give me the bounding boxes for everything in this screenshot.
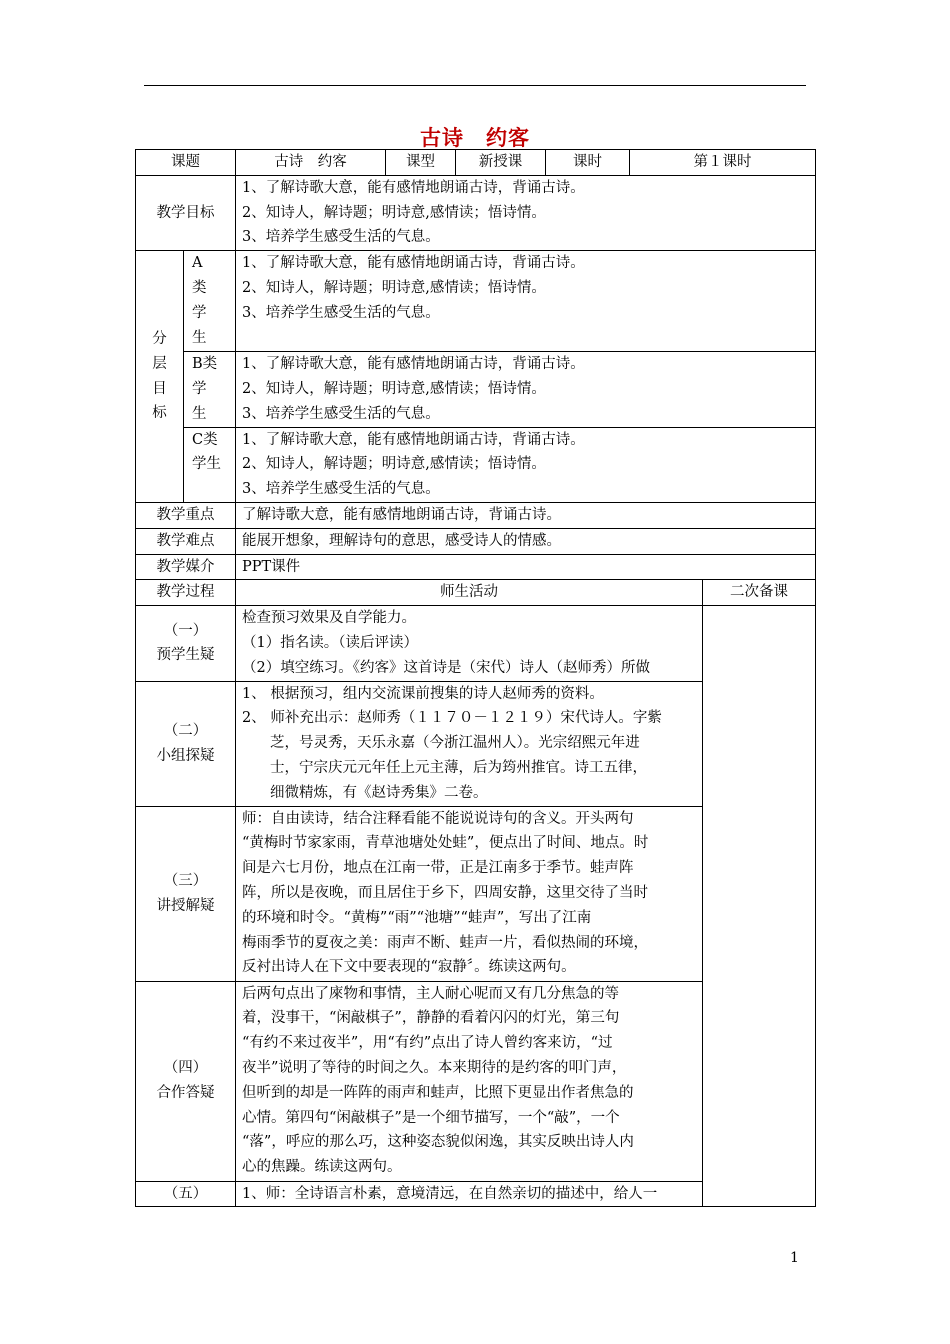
- step-number: （一）: [163, 622, 208, 639]
- subject-label: 课题: [136, 150, 236, 176]
- step-name: 预学生疑: [156, 647, 215, 664]
- activity-header: 师生活动: [236, 580, 703, 606]
- group-b-label: B类 学 生: [184, 352, 236, 427]
- group-c-label: C类 学生: [184, 427, 236, 502]
- layered-row-b: [136, 352, 816, 427]
- second-prep-header: 二次备课: [703, 580, 816, 606]
- header-row: [136, 150, 816, 176]
- step-number: （四）: [163, 1060, 208, 1077]
- goals-content: [236, 175, 816, 250]
- media-label: 教学媒介: [136, 554, 236, 580]
- process-label: 教学过程: [136, 580, 236, 606]
- step-content: 1、 根据预习，组内交流课前搜集的诗人赵师秀的资料。 2、 师补充出示：赵师秀（１１７０－１２１９）宋代诗人。字紫 芝，号灵秀，天乐永嘉（今浙江温州人）。光宗绍熙元年进 士，宁宗庆元元年任上元主薄，后为筠州推官。诗工五律， 细微精炼，有《赵诗秀集》二卷。: [236, 681, 703, 806]
- layered-goals-label: 分 层 目 标: [136, 251, 184, 503]
- key-point-text: 了解诗歌大意，能有感情地朗诵古诗，背诵古诗。: [236, 502, 816, 528]
- goal-line: 1、了解诗歌大意，能有感情地朗诵古诗，背诵古诗。: [242, 179, 585, 196]
- layered-row-a: [136, 251, 816, 352]
- step-label: [136, 606, 236, 681]
- goals-label: 教学目标: [136, 175, 236, 250]
- step-label: [136, 806, 236, 981]
- step-number: （五）: [136, 1181, 236, 1207]
- goal-line: 2、知诗人，解诗题；明诗意,感情读；悟诗情。: [242, 204, 546, 221]
- document-title: 古诗 约客: [420, 125, 530, 150]
- type-label: 课型: [386, 150, 456, 176]
- goal-line: 3、培养学生感受生活的气息。: [242, 229, 440, 246]
- step-name: 合作答疑: [156, 1085, 215, 1102]
- difficulty-row: [136, 528, 816, 554]
- key-point-row: [136, 502, 816, 528]
- period-label: 课时: [546, 150, 630, 176]
- goals-row: [136, 175, 816, 250]
- header-rule: [144, 85, 806, 86]
- step-content: 后两句点出了庲物和事情，主人耐心呢而又有几分焦急的等 着，没事干，“闲敲棋子”，静静的看着闪闪的灯光，第三句 “有约不来过夜半”，用“有约”点出了诗人曾约客来访，“过 夜半”说明了等待的时间之久。本来期待的是约客的叩门声， 但听到的却是一阵阵的雨声和蛙声，比照下更显出作者焦急的 心情。第四句“闲敲棋子”是一个细节描写，一个“敲”，一个 “落”，呼应的那么巧，这种姿态貌似闲逸，其实反映出诗人内 心的焦躁。练读这两句。: [236, 981, 703, 1181]
- media-row: [136, 554, 816, 580]
- step-content: 1、师：全诗语言朴素，意境清远，在自然亲切的描述中，给人一: [236, 1181, 703, 1207]
- step-name: 小组探疑: [156, 747, 215, 764]
- layered-row-c: [136, 427, 816, 502]
- difficulty-label: 教学难点: [136, 528, 236, 554]
- step-content: 检查预习效果及自学能力。 （1）指名读。（读后评读） （2）填空练习。《约客》这首诗是（宋代）诗人（赵师秀）所做: [236, 606, 703, 681]
- step-label: [136, 681, 236, 806]
- group-a-label: A 类 学 生: [184, 251, 236, 352]
- group-c-content: 1、了解诗歌大意，能有感情地朗诵古诗，背诵古诗。 2、知诗人，解诗题；明诗意,感情读；悟诗情。 3、培养学生感受生活的气息。: [236, 427, 816, 502]
- period-value: 第１课时: [630, 150, 816, 176]
- step-number: （二）: [163, 722, 208, 739]
- step-label: [136, 981, 236, 1181]
- step-content: 师：自由读诗，结合注释看能不能说说诗句的含义。开头两句 “黄梅时节家家雨，青草池塘处处蛙”，便点出了时间、地点。时 间是六七月份，地点在江南一带，正是江南多于季节。蛙声阵 阵，所以是夜晚，而且居住于乡下，四周安静，这里交待了当时 的环境和时令。“黄梅”“雨”“池塘”“蛙声”，写出了江南 梅雨季节的夏夜之美：雨声不断、蛙声一片，看似热闹的环境， 反衬出诗人在下文中要表现的“寂静〞。练读这两句。: [236, 806, 703, 981]
- step-row-1: [136, 606, 816, 681]
- key-point-label: 教学重点: [136, 502, 236, 528]
- group-b-content: 1、了解诗歌大意，能有感情地朗诵古诗，背诵古诗。 2、知诗人，解诗题；明诗意,感情读；悟诗情。 3、培养学生感受生活的气息。: [236, 352, 816, 427]
- media-text: PPT课件: [236, 554, 816, 580]
- type-value: 新授课: [456, 150, 546, 176]
- lesson-plan-table: [135, 149, 816, 1207]
- page-number: 1: [790, 1250, 799, 1266]
- subject-value: 古诗 约客: [236, 150, 386, 176]
- process-header-row: [136, 580, 816, 606]
- group-a-content: 1、了解诗歌大意，能有感情地朗诵古诗，背诵古诗。 2、知诗人，解诗题；明诗意,感情读；悟诗情。 3、培养学生感受生活的气息。: [236, 251, 816, 352]
- difficulty-text: 能展开想象，理解诗句的意思，感受诗人的情感。: [236, 528, 816, 554]
- step-name: 讲授解疑: [156, 897, 215, 914]
- second-prep-column: [703, 606, 816, 1207]
- step-number: （三）: [163, 872, 208, 889]
